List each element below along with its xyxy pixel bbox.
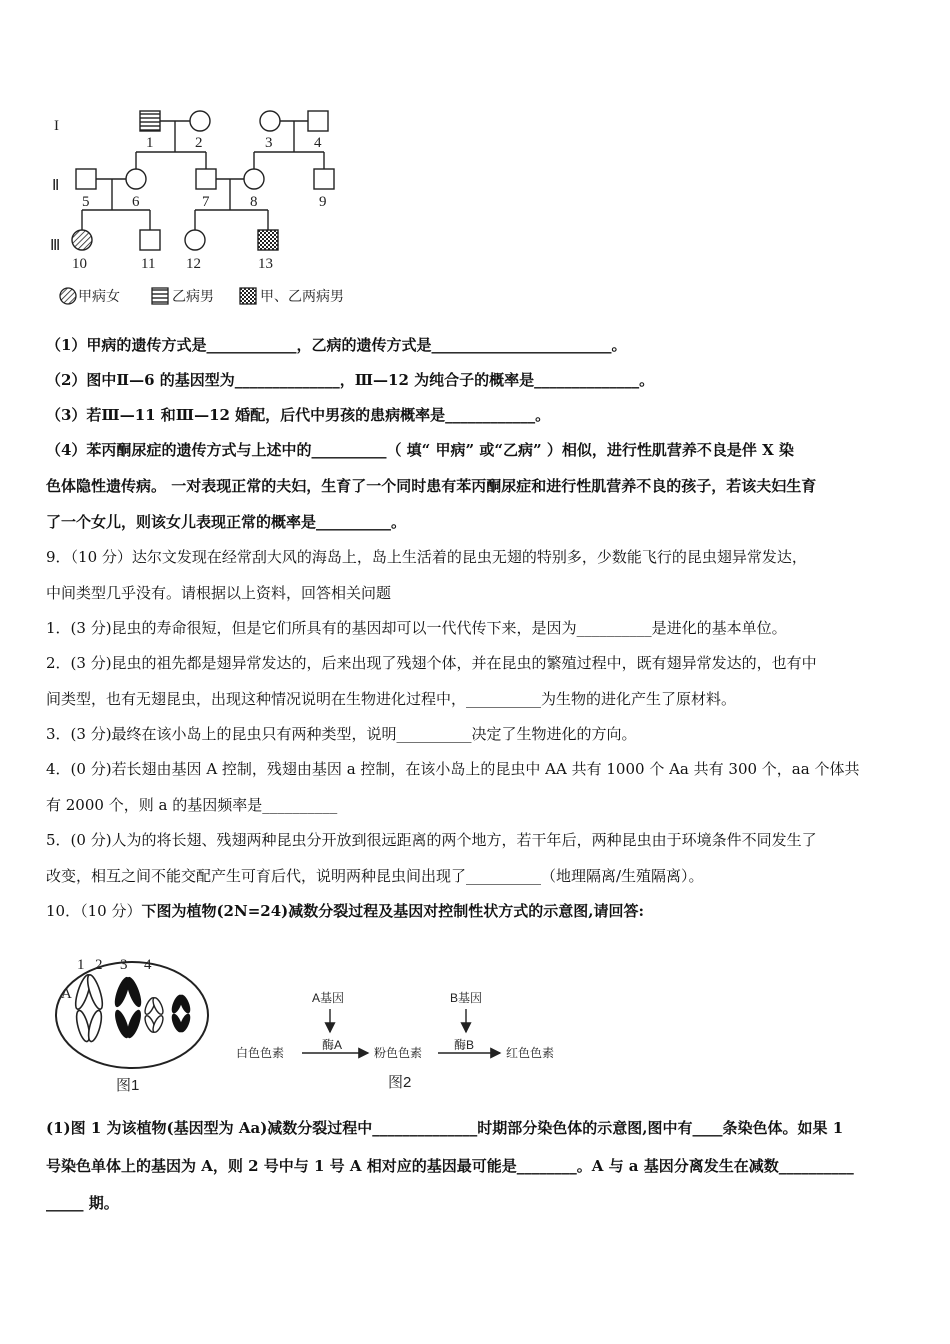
figure-2-caption: 图2 <box>388 1074 412 1091</box>
member-number-8: 8 <box>250 194 258 210</box>
individual-4 <box>308 111 328 131</box>
individual-11 <box>140 230 160 250</box>
member-number-9: 9 <box>319 194 327 210</box>
member-number-11: 11 <box>141 256 156 272</box>
q9-intro-line2: 中间类型几乎没有。请根据以上资料，回答相关问题 <box>46 584 392 602</box>
q9-sub1: 1．(3 分)昆虫的寿命很短，但是它们所具有的基因却可以一代代传下来，是因为__________是进化的基本单位。 <box>46 619 787 637</box>
gene-letter-a: A <box>61 986 72 1002</box>
q10-part1-line1: (1)图 1 为该植物(基因型为 Aa)减数分裂过程中______________时期部分染色体的示意图,图中有____条染色体。如果 1 <box>46 1119 844 1137</box>
individual-2 <box>190 111 210 131</box>
enzyme-a-label: 酶A <box>322 1038 343 1052</box>
q10-intro-text: 下图为植物(2N=24)减数分裂过程及基因对控制性状方式的示意图,请回答: <box>141 902 645 920</box>
member-number-4: 4 <box>314 135 322 151</box>
individual-10 <box>72 230 92 250</box>
q9-sub2-line1: 2．(3 分)昆虫的祖先都是翅异常发达的，后来出现了残翅个体，并在昆虫的繁殖过程中，既有翅异常发达的，也有中 <box>46 654 817 672</box>
member-number-6: 6 <box>132 194 140 210</box>
q8-part3: （3）若Ⅲ—11 和Ⅲ—12 婚配，后代中男孩的患病概率是____________。 <box>46 406 551 424</box>
q10-part1-line2: 号染色单体上的基因为 A，则 2 号中与 1 号 A 相对应的基因最可能是________。A 与 a 基因分离发生在减数__________ <box>46 1157 854 1175</box>
figure-2-pathway <box>230 985 570 1095</box>
pigment-red: 红色色素 <box>506 1046 555 1060</box>
member-number-12: 12 <box>186 256 201 272</box>
gene-b-label: B基因 <box>450 991 483 1005</box>
q9-sub5-line2: 改变，相互之间不能交配产生可育后代，说明两种昆虫间出现了__________（地理隔离/生殖隔离）。 <box>46 867 704 885</box>
individual-13 <box>258 230 278 250</box>
q9-sub4-line1: 4．(0 分)若长翅由基因 A 控制，残翅由基因 a 控制，在该小岛上的昆虫中 AA 共有 1000 个 Aa 共有 300 个，aa 个体共 <box>46 760 860 778</box>
generation-label-1: I <box>54 118 59 134</box>
individual-8 <box>244 169 264 189</box>
member-number-5: 5 <box>82 194 90 210</box>
q9-intro-line1: 9．（10 分）达尔文发现在经常刮大风的海岛上，岛上生活着的昆虫无翅的特别多，少数能飞行的昆虫翅异常发达， <box>46 548 807 566</box>
member-number-2: 2 <box>195 135 203 151</box>
individual-5 <box>76 169 96 189</box>
figure-1-caption: 图1 <box>116 1077 140 1094</box>
pigment-white: 白色色素 <box>236 1046 285 1060</box>
legend-yi-male-symbol <box>152 288 168 304</box>
generation-label-2: Ⅱ <box>52 178 60 194</box>
q9-sub3: 3．(3 分)最终在该小岛上的昆虫只有两种类型，说明__________决定了生物进化的方向。 <box>46 725 637 743</box>
gene-a-label: A基因 <box>312 991 345 1005</box>
q9-sub4-line2: 有 2000 个，则 a 的基因频率是__________ <box>46 796 338 814</box>
q9-sub2-line2: 间类型，也有无翅昆虫，出现这种情况说明在生物进化过程中，__________为生物的进化产生了原材料。 <box>46 690 737 708</box>
q10-number: 10．（10 分） <box>46 902 142 920</box>
generation-label-3: Ⅲ <box>50 238 61 254</box>
legend-jia-female-label: 甲病女 <box>78 288 120 304</box>
individual-9 <box>314 169 334 189</box>
enzyme-b-label: 酶B <box>454 1038 475 1052</box>
q10-part1-line3: _____ 期。 <box>46 1194 119 1212</box>
q8-part4-line3: 了一个女儿，则该女儿表现正常的概率是__________。 <box>46 513 407 531</box>
member-number-3: 3 <box>265 135 273 151</box>
pigment-pink: 粉色色素 <box>374 1046 423 1060</box>
member-number-1: 1 <box>146 135 154 151</box>
q8-part1: （1）甲病的遗传方式是____________，乙病的遗传方式是________________________。 <box>46 336 627 354</box>
chromosome-number-4: 4 <box>144 957 152 973</box>
member-number-13: 13 <box>258 256 273 272</box>
legend-both-male-label: 甲、乙两病男 <box>260 288 344 304</box>
member-number-10: 10 <box>72 256 87 272</box>
legend-jia-female-symbol <box>60 288 76 304</box>
chromosome-number-1: 1 <box>77 957 85 973</box>
member-number-7: 7 <box>202 194 210 210</box>
chromosome-number-3: 3 <box>120 957 128 973</box>
q8-part2: （2）图中Ⅱ—6 的基因型为______________，Ⅲ—12 为纯合子的概率是______________。 <box>46 371 655 389</box>
pedigree-chart <box>40 100 380 315</box>
q9-sub5-line1: 5．(0 分)人为的将长翅、残翅两种昆虫分开放到很远距离的两个地方，若干年后，两种昆虫由于环境条件不同发生了 <box>46 831 817 849</box>
figure-1-cell <box>50 950 220 1100</box>
individual-1 <box>140 111 160 131</box>
q10-intro <box>46 900 916 922</box>
individual-3 <box>260 111 280 131</box>
q8-part4-line1: （4）苯丙酮尿症的遗传方式与上述中的__________（ 填“ 甲病” 或“乙病” ）相似，进行性肌营养不良是伴 X 染 <box>46 441 794 459</box>
individual-6 <box>126 169 146 189</box>
legend-yi-male-label: 乙病男 <box>172 288 214 304</box>
legend-both-male-symbol <box>240 288 256 304</box>
individual-7 <box>196 169 216 189</box>
q8-part4-line2: 色体隐性遗传病。 一对表现正常的夫妇，生育了一个同时患有苯丙酮尿症和进行性肌营养不良的孩子，若该夫妇生育 <box>46 477 817 495</box>
individual-12 <box>185 230 205 250</box>
chromosome-number-2: 2 <box>95 957 103 973</box>
